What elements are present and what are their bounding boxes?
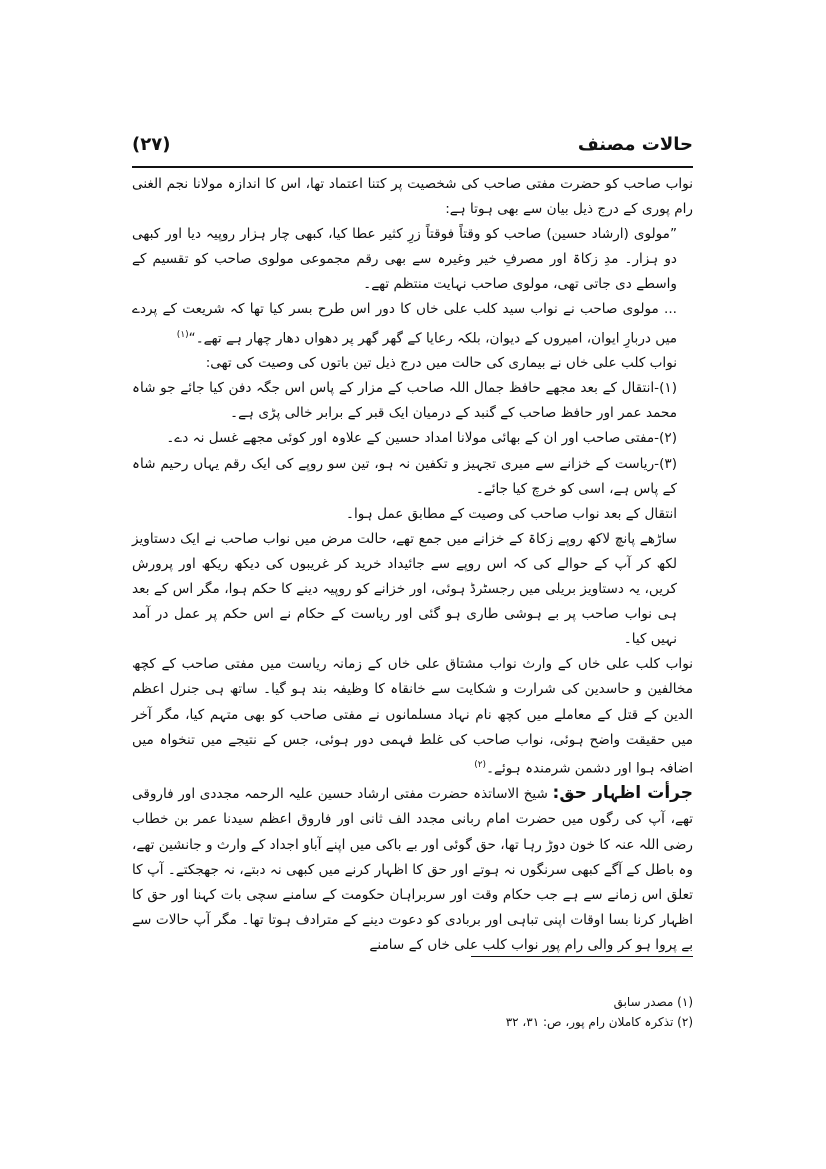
paragraph: انتقال کے بعد نواب صاحب کی وصیت کے مطابق عمل ہوا۔ xyxy=(346,505,677,522)
header-rule xyxy=(132,166,693,168)
footnote-rule xyxy=(471,956,693,957)
footnote: (۲) تذکرہ کاملان رام پور، ص: ۳۱، ۳۲ xyxy=(505,1015,693,1029)
running-title: حالات مصنف xyxy=(577,134,693,155)
will-item: (۱)-انتقال کے بعد مجھے حافظ جمال اللہ صاحب کے مزار کے پاس اس جگہ دفن کیا جائے جو شاہ محمد عمر اور حافظ صاحب کے گنبد کے درمیان ایک قبر کے برابر خالی پڑی ہے۔ xyxy=(132,380,677,422)
footnote-mark: (۱) xyxy=(176,329,189,340)
will-item: (۲)-مفتی صاحب اور ان کے بھائی مولانا امداد حسین کے علاوہ اور کوئی مجھے غسل نہ دے۔ xyxy=(166,430,677,447)
section-heading: جرأت اظہار حق: xyxy=(552,783,694,804)
paragraph-text: نواب کلب علی خاں کے وارث نواب مشتاق علی خاں کے زمانہ ریاست میں مفتی صاحب کے کچھ مخالفین و حاسدین کی شرارت و شکایت سے خانقاہ کا وظیفہ بند ہو گیا۔ ساتھ ہی جنرل اعظم الدین کے قتل کے معاملے میں کچھ نام نہاد مسلمانوں نے مفتی صاحب کو بھی متہم کیا، مگر آخر میں حقیقت واضح ہوئی، نواب صاحب کی غلط فہمی دور ہوئی، جس کے نتیجے میں تنخواہ میں اضافہ ہوا اور دشمن شرمندہ ہوئے۔ xyxy=(132,656,693,777)
body-text xyxy=(132,172,693,958)
footnote-mark: (۲) xyxy=(474,759,487,770)
paragraph: نواب کلب علی خاں نے بیماری کی حالت میں درج ذیل تین باتوں کی وصیت کی تھی: xyxy=(205,355,677,372)
paragraph: نواب صاحب کو حضرت مفتی صاحب کی شخصیت پر کتنا اعتماد تھا، اس کا اندازہ مولانا نجم الغنی رام پوری کے درج ذیل بیان سے بھی ہوتا ہے: xyxy=(132,176,693,218)
paragraph-text: ... مولوی صاحب نے نواب سید کلب علی خاں کا دور اس طرح بسر کیا تھا کہ شریعت کے پردے میں دربارِ ایوان، امیروں کے دیوان، بلکہ رعایا کے گھر گھر پر دھواں دھار چھار ہے تھے۔“ xyxy=(132,301,677,347)
footnote: (۱) مصدر سابق xyxy=(613,995,693,1009)
paragraph-text: شیخ الاساتذہ حضرت مفتی ارشاد حسین علیہ الرحمہ مجددی اور فاروقی تھے، آپ کی رگوں میں حضرت امام ربانی مجدد الف ثانی اور فاروق اعظم سیدنا عمر بن خطاب رضی اللہ عنہ کا خون دوڑ رہا تھا، حق گوئی اور بے باکی میں اپنے آباو اجداد کے وارث و جانشین تھے، وہ باطل کے آگے کبھی سرنگوں نہ ہوتے اور حق کا اظہار کرنے میں کبھی نہ دبتے، نہ جھجکتے۔ آپ کا تعلق اس زمانے سے ہے جب حکام وقت اور سربراہان حکومت کے سامنے سچی بات کہنا اور حق کا اظہار کرنا بسا اوقات اپنی تباہی اور بربادی کو دعوت دینے کے مترادف ہوتا تھا۔ مگر آپ حالات سے بے پروا ہو کر والی رام پور نواب کلب علی خاں کے سامنے xyxy=(132,786,693,953)
footnotes xyxy=(132,992,693,1032)
paragraph xyxy=(132,781,693,958)
quote-paragraph xyxy=(132,297,693,351)
page-header xyxy=(132,132,693,162)
quote-paragraph: ”مولوی (ارشاد حسین) صاحب کو وقتاً فوقتاً زرِ کثیر عطا کیا، کبھی چار ہزار روپیہ دیا اور کبھی دو ہزار۔ مدِ زکاۃ اور مصرفِ خیر وغیرہ سے بھی رقم مجموعی مولوی صاحب کو تقسیم کے واسطے دی جاتی تھی، مولوی صاحب نہایت منتظم تھے۔ xyxy=(132,226,677,293)
paragraph: ساڑھے پانچ لاکھ روپے زکاۃ کے خزانے میں جمع تھے، حالت مرض میں نواب صاحب نے ایک دستاویز لکھ کر آپ کے حوالے کی کہ اس روپے سے جائیداد خرید کر غریبوں کی دیکھ ریکھ اور پرورش کریں، یہ دستاویز بریلی میں رجسٹرڈ ہوئی، اور خزانے کو روپیہ دینے کا حکم ہوا، مگر اس کے بعد ہی نواب صاحب پر بے ہوشی طاری ہو گئی اور ریاست کے حکام نے اس حکم پر عمل در آمد نہیں کیا۔ xyxy=(132,530,677,648)
paragraph xyxy=(132,652,693,781)
will-item: (۳)-ریاست کے خزانے سے میری تجہیز و تکفین نہ ہو، تین سو روپے کی ایک رقم یہاں رحیم شاہ کے پاس ہے، اسی کو خرچ کیا جائے۔ xyxy=(132,455,677,497)
page-number: (۲۷) xyxy=(132,134,171,155)
